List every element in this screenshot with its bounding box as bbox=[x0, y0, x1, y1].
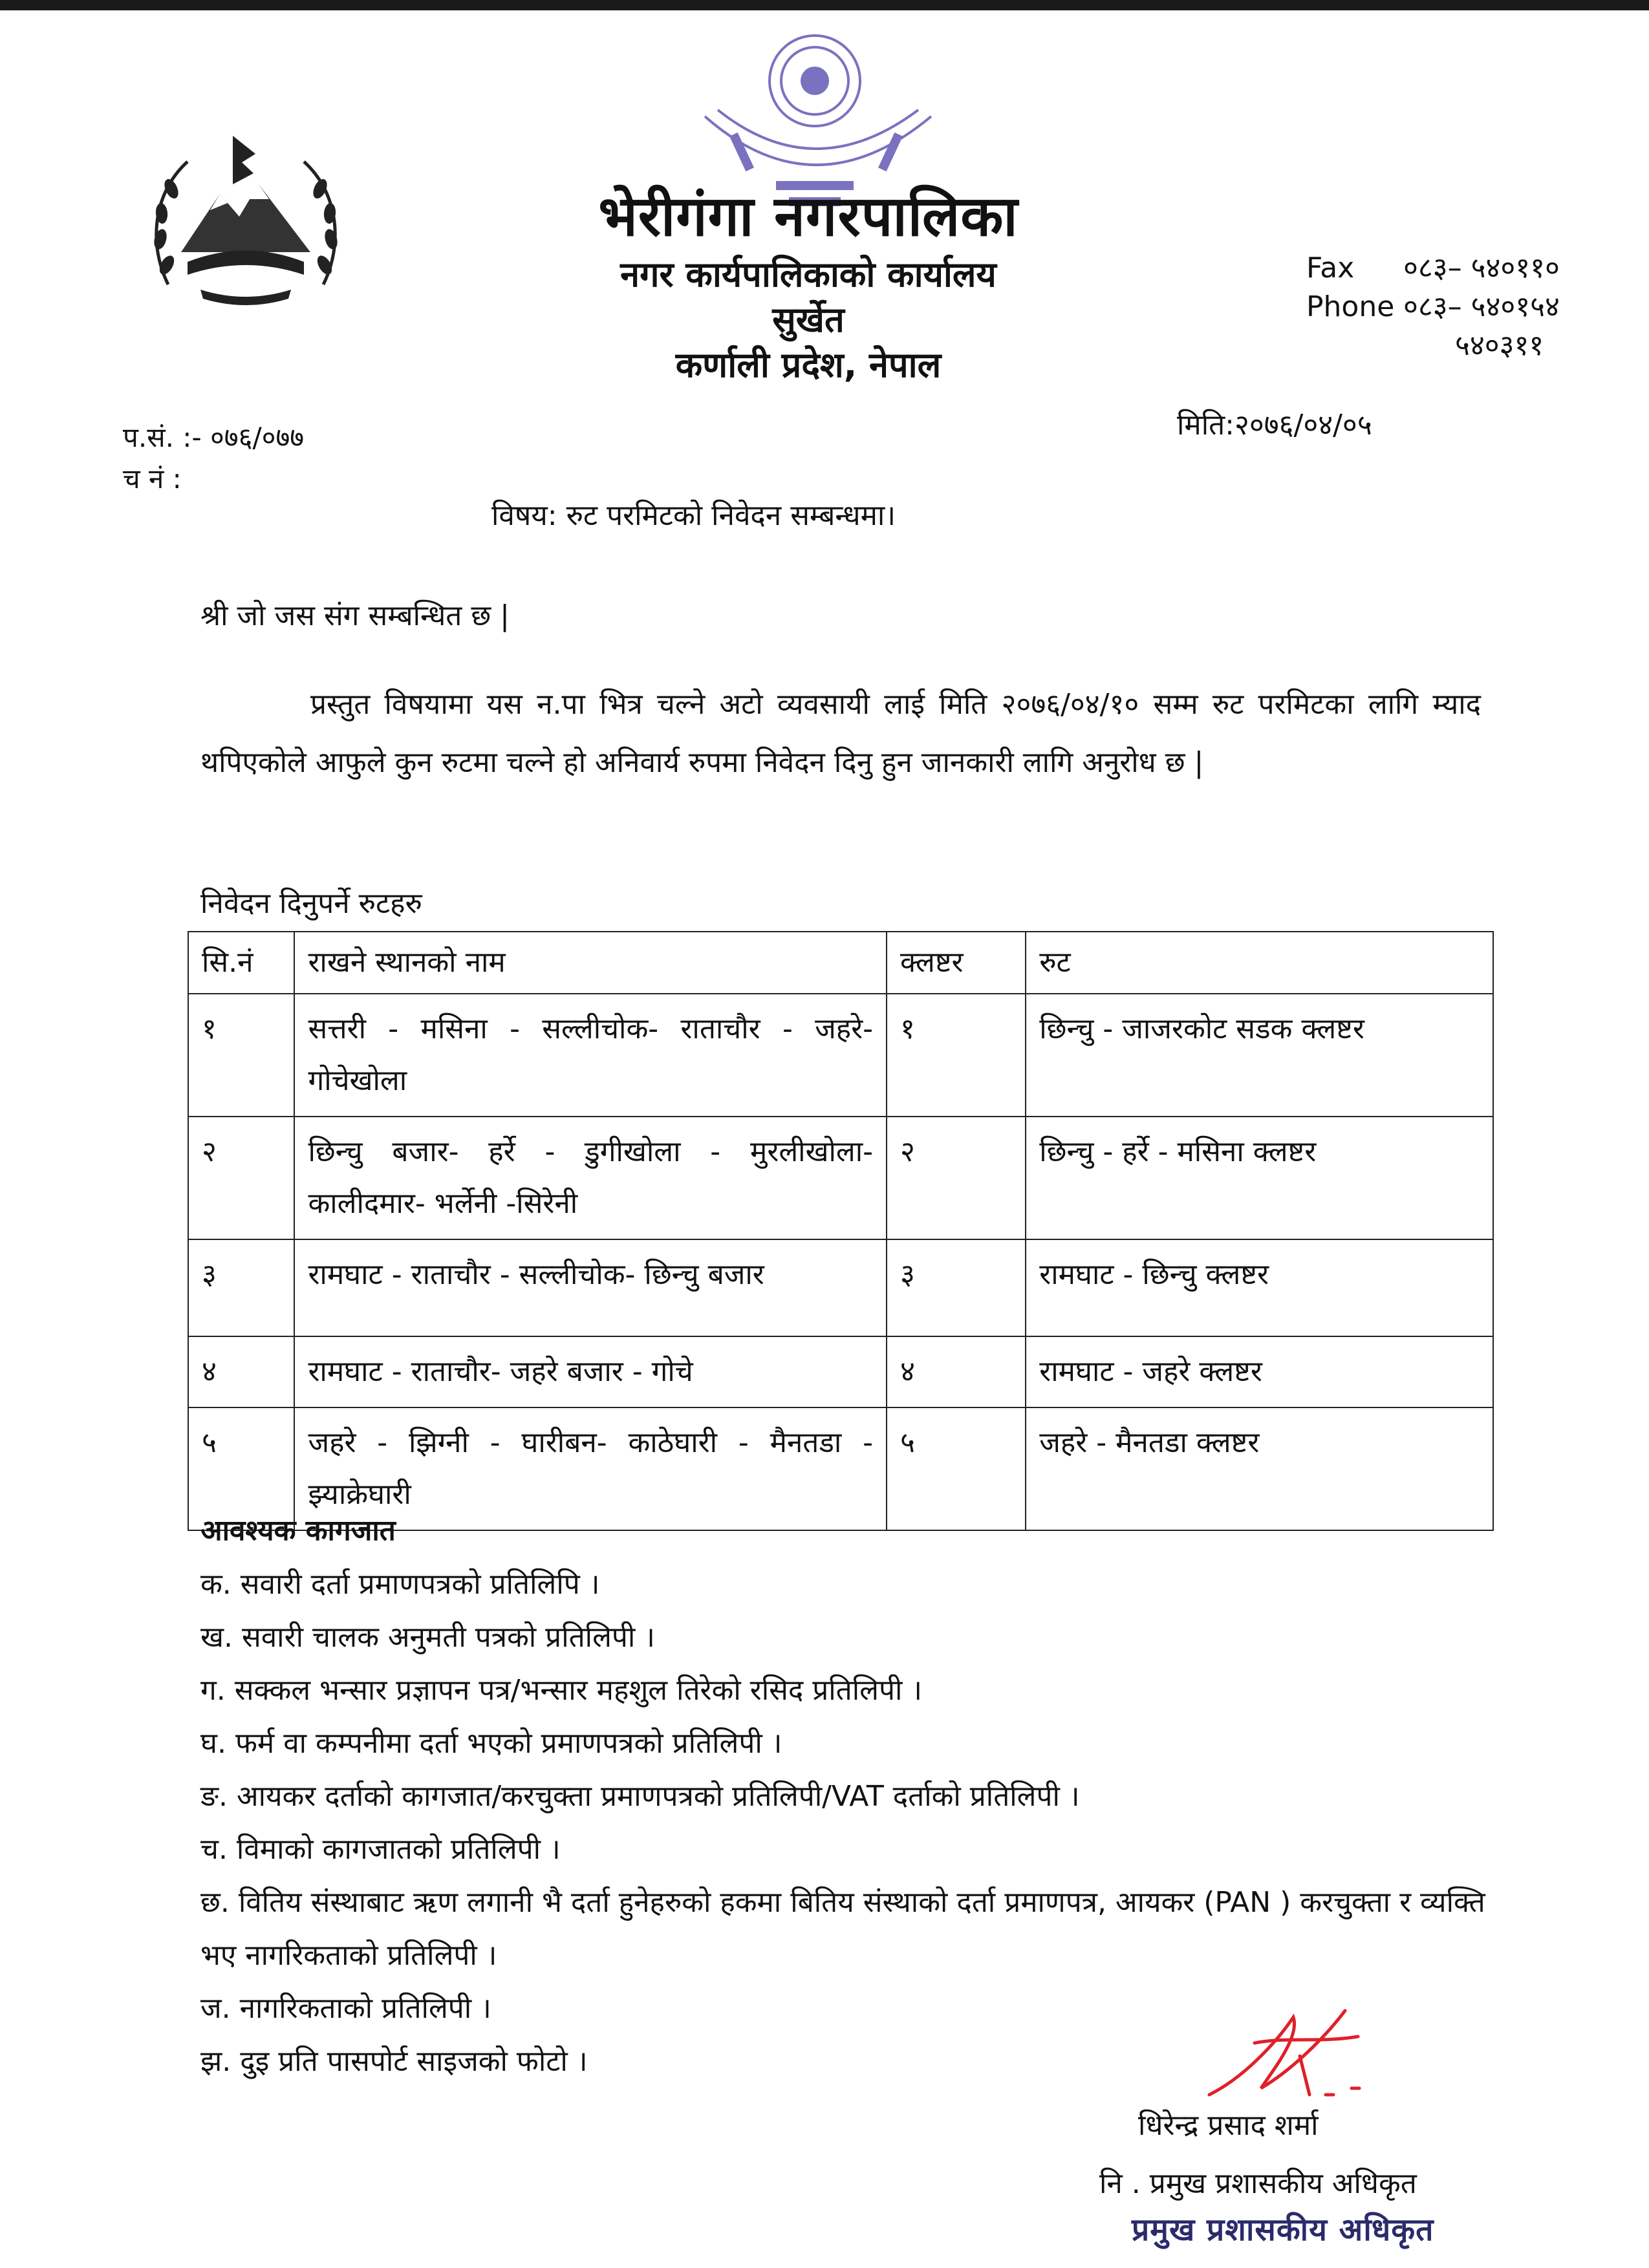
reference-block bbox=[123, 417, 304, 500]
nepal-emblem-icon bbox=[142, 123, 349, 317]
signer-title: नि . प्रमुख प्रशासकीय अधिकृत bbox=[1099, 2167, 1417, 2200]
cell-route: रामघाट - जहरे क्लष्टर bbox=[1026, 1336, 1493, 1407]
contact-info bbox=[1306, 249, 1560, 365]
cell-serial: १ bbox=[188, 994, 294, 1117]
cell-route: छिन्चु - जाजरकोट सडक क्लष्टर bbox=[1026, 994, 1493, 1117]
province-name: कर्णाली प्रदेश, नेपाल bbox=[675, 345, 942, 385]
routes-table bbox=[188, 931, 1494, 1531]
cell-cluster: ५ bbox=[887, 1407, 1026, 1530]
header-route: रुट bbox=[1026, 932, 1493, 994]
cell-route: रामघाट - छिन्चु क्लष्टर bbox=[1026, 1239, 1493, 1336]
table-row bbox=[188, 994, 1493, 1117]
list-item: ज. नागरिकताको प्रतिलिपी । bbox=[200, 1992, 491, 2025]
list-item: क. सवारी दर्ता प्रमाणपत्रको प्रतिलिपि । bbox=[200, 1568, 600, 1601]
list-item: घ. फर्म वा कम्पनीमा दर्ता भएको प्रमाणपत्रको प्रतिलिपी । bbox=[200, 1727, 782, 1760]
list-item: छ. वितिय संस्थाबाट ऋण लगानी भै दर्ता हुनेहरुको हकमा बितिय संस्थाको दर्ता प्रमाणपत्र, आयकर (PAN ) करचुक्ता र व्यक्ति भए नागरिकताको प्रतिलिपी । bbox=[200, 1886, 1485, 1972]
documents-heading: आवश्यक कागजात bbox=[200, 1514, 396, 1547]
cell-cluster: १ bbox=[887, 994, 1026, 1117]
header-place: राखने स्थानको नाम bbox=[294, 932, 887, 994]
cell-route: छिन्चु - हर्रे - मसिना क्लष्टर bbox=[1026, 1117, 1493, 1239]
letterhead bbox=[453, 181, 1164, 388]
cell-cluster: ३ bbox=[887, 1239, 1026, 1336]
district-name: सुर्खेत bbox=[772, 299, 845, 340]
list-item: ग. सक्कल भन्सार प्रज्ञापन पत्र/भन्सार महशुल तिरेको रसिद प्रतिलिपी । bbox=[200, 1674, 922, 1707]
cell-serial: ५ bbox=[188, 1407, 294, 1530]
reference-number: प.सं. :- ०७६/०७७ bbox=[123, 422, 305, 453]
table-row bbox=[188, 1336, 1493, 1407]
phone-number-1: ०८३– ५४०१५४ bbox=[1403, 290, 1560, 323]
fax-number: ०८३– ५४०११० bbox=[1403, 251, 1560, 284]
cell-place: रामघाट - राताचौर - सल्लीचोक- छिन्चु बजार bbox=[294, 1239, 887, 1336]
cell-place: रामघाट - राताचौर- जहरे बजार - गोचे bbox=[294, 1336, 887, 1407]
fax-label: Fax bbox=[1306, 251, 1355, 284]
list-item: च. विमाको कागजातको प्रतिलिपी । bbox=[200, 1833, 561, 1866]
table-header-row bbox=[188, 932, 1493, 994]
cell-serial: ३ bbox=[188, 1239, 294, 1336]
cell-place: छिन्चु बजार- हर्रे - डुगीखोला - मुरलीखोला- कालीदमार- भर्लेनी -सिरेनी bbox=[294, 1117, 887, 1239]
cell-serial: २ bbox=[188, 1117, 294, 1239]
cell-cluster: २ bbox=[887, 1117, 1026, 1239]
cell-cluster: ४ bbox=[887, 1336, 1026, 1407]
salutation: श्री जो जस संग सम्बन्धित छ | bbox=[200, 599, 510, 632]
organization-name: भेरीगंगा नगरपालिका bbox=[598, 184, 1018, 249]
table-row bbox=[188, 1117, 1493, 1239]
header-cluster: क्लष्टर bbox=[887, 932, 1026, 994]
letter-date: मिति:२०७६/०४/०५ bbox=[1177, 409, 1372, 442]
signature-icon bbox=[1196, 1998, 1390, 2114]
header-serial: सि.नं bbox=[188, 932, 294, 994]
letter-body: प्रस्तुत विषयामा यस न.पा भित्र चल्ने अटो व्यवसायी लाई मिति २०७६/०४/१० सम्म रुट परमिटका लागि म्याद थपिएकोले आफुले कुन रुटमा चल्ने हो अनिवार्य रुपमा निवेदन दिनु हुन जानकारी लागि अनुरोध छ | bbox=[200, 688, 1481, 779]
letter-subject: विषय: रुट परमिटको निवेदन सम्बन्धमा। bbox=[491, 499, 896, 532]
top-border bbox=[0, 0, 1649, 10]
list-item: ङ. आयकर दर्ताको कागजात/करचुक्ता प्रमाणपत्रको प्रतिलिपी/VAT दर्ताको प्रतिलिपी । bbox=[200, 1780, 1080, 1813]
table-row bbox=[188, 1239, 1493, 1336]
cell-place: सत्तरी - मसिना - सल्लीचोक- राताचौर - जहरे- गोचेखोला bbox=[294, 994, 887, 1117]
list-item: ख. सवारी चालक अनुमती पत्रको प्रतिलिपी । bbox=[200, 1621, 655, 1654]
office-name: नगर कार्यपालिकाको कार्यालय bbox=[620, 254, 997, 295]
dispatch-number: च नं : bbox=[123, 463, 182, 495]
cell-place: जहरे - झिग्नी - घारीबन- काठेघारी - मैनतडा - झ्याक्रेघारी bbox=[294, 1407, 887, 1530]
signer-name: धिरेन्द्र प्रसाद शर्मा bbox=[1138, 2109, 1319, 2142]
table-caption: निवेदन दिनुपर्ने रुटहरु bbox=[200, 887, 422, 920]
list-item: झ. दुइ प्रति पासपोर्ट साइजको फोटो । bbox=[200, 2045, 588, 2078]
designation-stamp: प्रमुख प्रशासकीय अधिकृत bbox=[1132, 2212, 1434, 2248]
phone-number-2: ५४०३११ bbox=[1455, 329, 1544, 362]
cell-route: जहरे - मैनतडा क्लष्टर bbox=[1026, 1407, 1493, 1530]
phone-label: Phone bbox=[1306, 290, 1395, 323]
cell-serial: ४ bbox=[188, 1336, 294, 1407]
